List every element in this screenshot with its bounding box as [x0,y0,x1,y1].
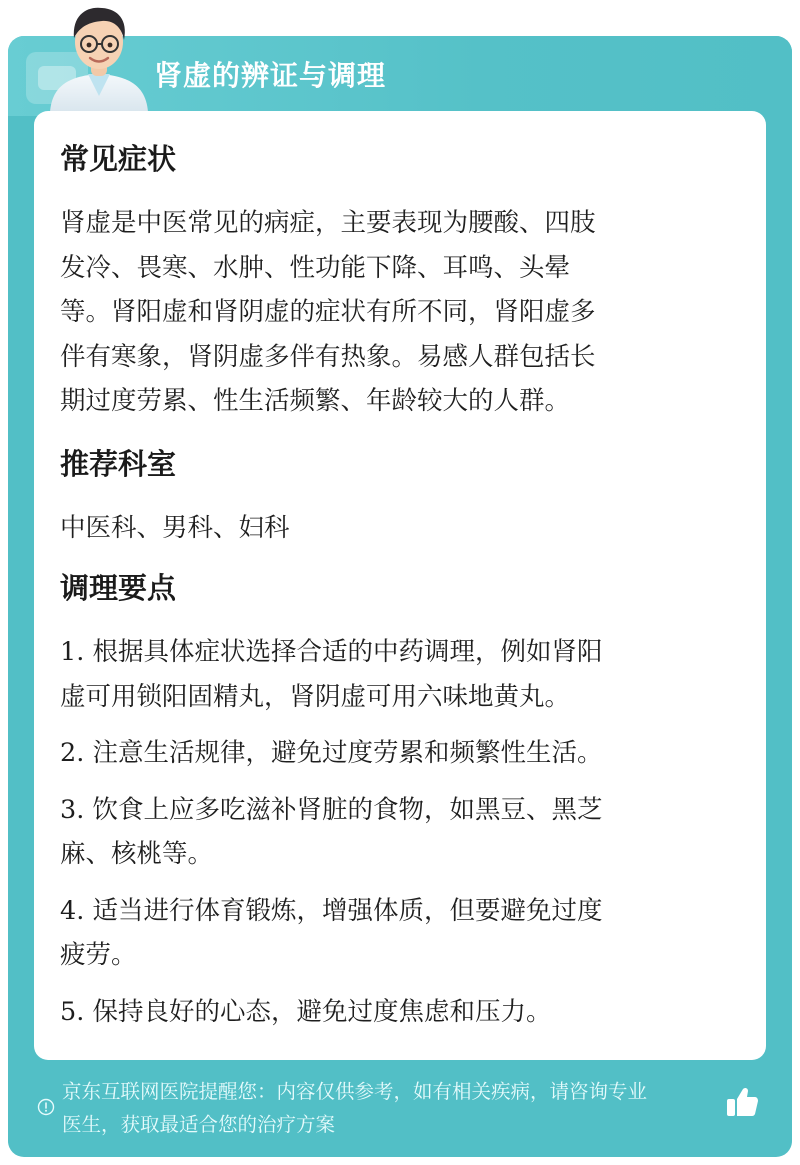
list-item-text: 保持良好的心态，避免过度焦虑和压力。 [92,996,552,1027]
content-panel [34,111,766,1060]
list-item [60,788,730,877]
content [60,111,730,1034]
list-item-number: 5. [60,996,85,1027]
list-item-text: 疲劳。 [60,940,137,970]
list-item-text: 虚可用锁阳固精丸，肾阴虚可用六味地黄丸。 [60,681,571,712]
list-item [60,889,730,978]
disclaimer-line: 京东互联网医院提醒您：内容仅供参考，如有相关疾病，请咨询专业 [62,1080,648,1103]
symptoms-line: 期过度劳累、性生活频繁、年龄较大的人群。 [60,386,571,416]
symptoms-line: 等。肾阳虚和肾阴虚的症状有所不同，肾阳虚多 [60,297,596,327]
list-item [60,990,730,1035]
section-heading-care: 调理要点 [60,571,177,605]
list-item-text: 饮食上应多吃滋补肾脏的食物，如黑豆、黑芝 [92,794,603,825]
section-heading-symptoms: 常见症状 [60,142,177,176]
symptoms-line: 肾虚是中医常见的病症，主要表现为腰酸、四肢 [60,208,596,238]
list-item-number: 4. [60,895,85,926]
list-item-number: 2. [60,738,85,768]
list-item [60,731,730,776]
page-title: 肾虚的辨证与调理 [154,59,387,92]
list-item-number: 1. [60,637,85,667]
list-item-text: 适当进行体育锻炼，增强体质，但要避免过度 [92,895,603,926]
symptoms-line: 伴有寒象，肾阴虚多伴有热象。易感人群包括长 [60,341,596,372]
section-heading-departments: 推荐科室 [60,446,177,481]
list-item-number: 3. [60,794,85,825]
list-item-text: 根据具体症状选择合适的中药调理，例如肾阳 [92,637,603,667]
list-item-text: 麻、核桃等。 [60,839,214,869]
disclaimer [62,1075,728,1141]
symptoms-paragraph [60,201,730,424]
symptoms-line: 发冷、畏寒、水肿、性功能下降、耳鸣、头晕 [60,252,571,283]
departments-text: 中医科、男科、妇科 [60,512,290,543]
thumbs-up-icon[interactable] [724,1084,760,1120]
info-icon [37,1098,55,1116]
care-list [60,630,730,1034]
disclaimer-line: 医生，获取最适合您的治疗方案 [62,1113,336,1136]
list-item-text: 注意生活规律，避免过度劳累和频繁性生活。 [92,738,603,768]
list-item [60,630,730,719]
doctor-avatar [44,0,154,112]
